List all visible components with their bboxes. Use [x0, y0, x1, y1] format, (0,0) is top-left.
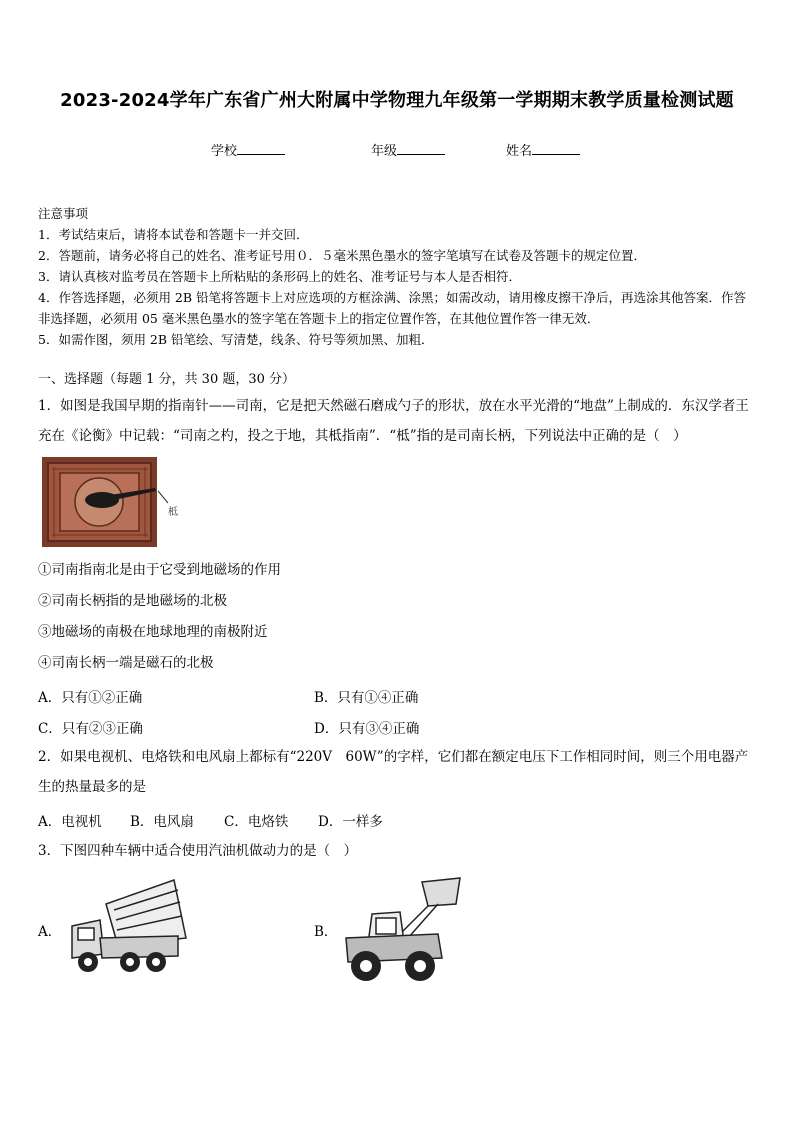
question-2-stem: 2．如果电视机、电烙铁和电风扇上都标有“220V 60W”的字样，它们都在额定电压下工作相同时间，则三个用电器产生的热量最多的是: [38, 749, 749, 795]
note-item: 4．作答选择题，必须用 2B 铅笔将答题卡上对应选项的方框涂满、涂黑；如需改动，请用橡皮擦干净后，再选涂其他答案．作答非选择题，必须用 05 毫米黑色墨水的签字笔在答题卡上的指定位置作答，在其他位置作答一律无效．: [38, 290, 747, 326]
name-label: 姓名: [506, 144, 533, 159]
school-label: 学校: [211, 144, 238, 159]
question-1-option-b[interactable]: B．只有①④正确: [314, 690, 419, 706]
question-3-option-a-label[interactable]: A．: [38, 924, 62, 940]
student-info-row: [0, 140, 794, 160]
name-field: [506, 140, 580, 159]
school-blank: [237, 142, 285, 155]
note-item: 1．考试结束后，请将本试卷和答题卡一并交回．: [38, 227, 309, 242]
note-item: 3．请认真核对监考员在答题卡上所粘贴的条形码上的姓名、准考证号与本人是否相符．: [38, 269, 521, 284]
question-1-option-c[interactable]: C．只有②③正确: [38, 721, 143, 737]
question-2-option-b[interactable]: B．电风扇: [130, 814, 194, 830]
grade-blank: [397, 142, 445, 155]
note-item: 2．答题前，请务必将自己的姓名、准考证号用０．５毫米黑色墨水的签字笔填写在试卷及答题卡的规定位置．: [38, 248, 646, 263]
question-1-option-d[interactable]: D．只有③④正确: [314, 721, 420, 737]
question-1-statement: ①司南指南北是由于它受到地磁场的作用: [38, 562, 281, 578]
figure-label-di: 柢: [168, 507, 178, 518]
question-2-option-a[interactable]: A．电视机: [38, 814, 102, 830]
name-blank: [532, 142, 580, 155]
section-heading: 一、选择题（每题 1 分，共 30 题，30 分）: [38, 372, 296, 387]
note-item: 5．如需作图，须用 2B 铅笔绘、写清楚，线条、符号等须加黑、加粗．: [38, 332, 434, 347]
grade-field: [371, 140, 445, 159]
grade-label: 年级: [371, 144, 398, 159]
dump-truck-image[interactable]: [66, 876, 188, 976]
notes-heading: 注意事项: [38, 206, 89, 221]
question-2-option-d[interactable]: D．一样多: [318, 814, 383, 830]
question-1-stem: 1．如图是我国早期的指南针——司南，它是把天然磁石磨成勺子的形状，放在水平光滑的“地盘”上制成的．东汉学者王充在《论衡》中记载：“司南之杓，投之于地，其柢指南”．“柢”指的是司南长柄，下列说法中正确的是（ ）: [38, 398, 749, 444]
exam-title: 2023-2024学年广东省广州大附属中学物理九年级第一学期期末教学质量检测试题: [60, 90, 734, 111]
question-3-option-b-label[interactable]: B．: [314, 924, 338, 940]
question-1-statement: ③地磁场的南极在地球地理的南极附近: [38, 624, 268, 640]
wheel-loader-image[interactable]: [338, 876, 468, 984]
notes-section: [38, 203, 758, 350]
question-1-statement: ②司南长柄指的是地磁场的北极: [38, 593, 227, 609]
sinan-compass-image: [40, 455, 190, 550]
question-1-option-a[interactable]: A．只有①②正确: [38, 690, 143, 706]
school-field: [211, 140, 285, 159]
question-2-option-c[interactable]: C．电烙铁: [224, 814, 289, 830]
question-1-statement: ④司南长柄一端是磁石的北极: [38, 655, 214, 671]
question-3-stem: 3．下图四种车辆中适合使用汽油机做动力的是（ ）: [38, 843, 358, 859]
